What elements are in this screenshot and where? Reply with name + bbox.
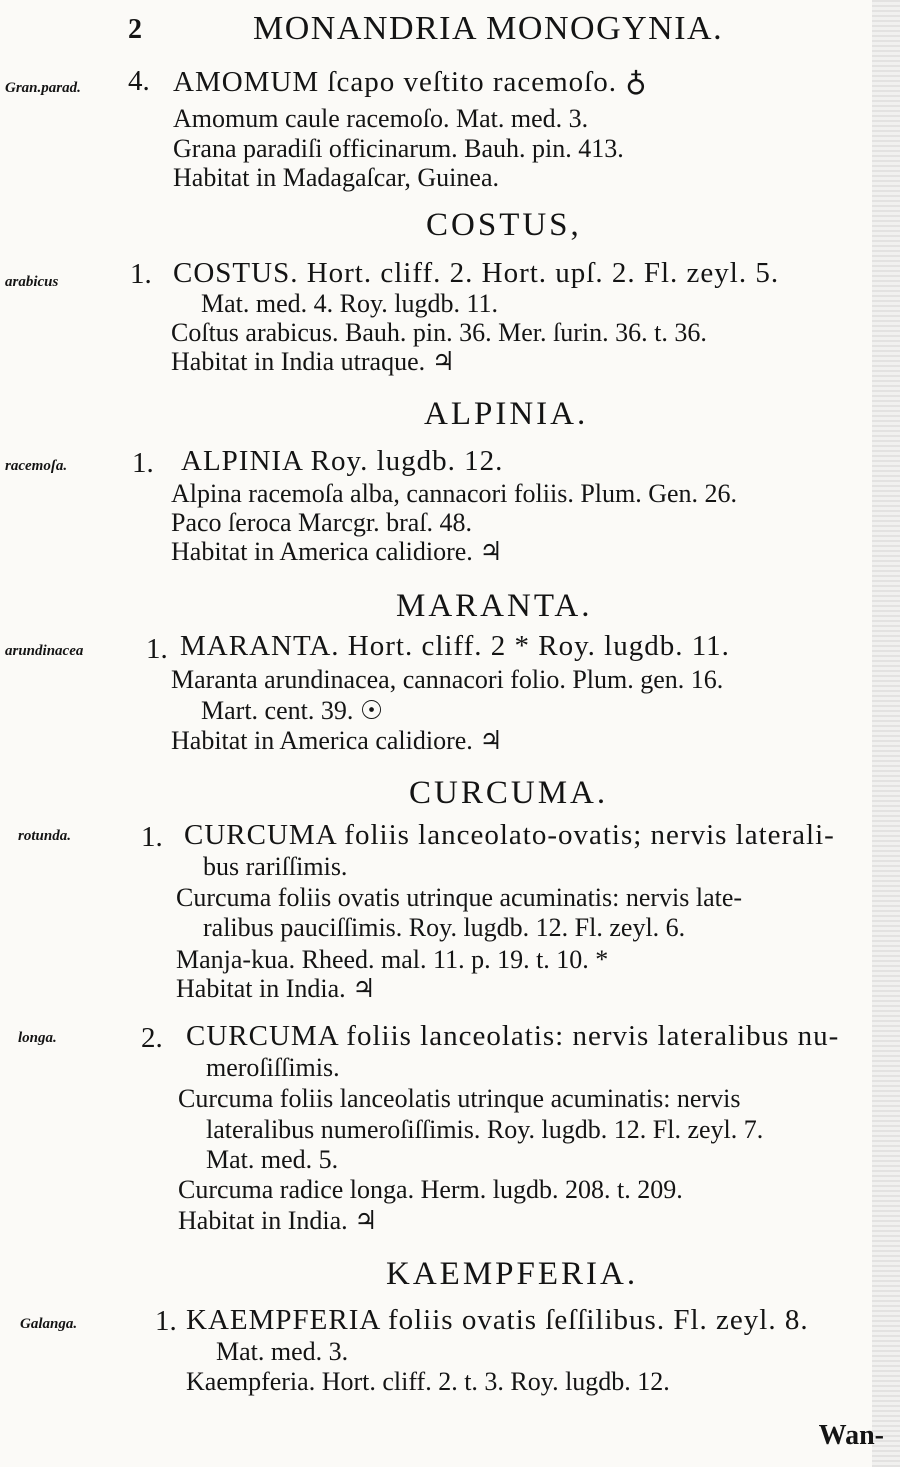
description-line: bus rariſſimis. [203, 852, 348, 881]
species-number: 2. [141, 1022, 163, 1054]
synonym-line: Grana paradiſi officinarum. Bauh. pin. 413. [173, 134, 624, 163]
description-line: meroſiſſimis. [206, 1053, 340, 1082]
description-line: AMOMUM ſcapo veſtito racemoſo. ♁ [173, 66, 648, 98]
species-number: 1. [130, 258, 152, 290]
genus-heading: CURCUMA. [409, 775, 609, 811]
synonym-line: Kaempferia. Hort. cliff. 2. t. 3. Roy. lugdb. 12. [186, 1367, 670, 1396]
synonym-line: lateralibus numeroſiſſimis. Roy. lugdb. 12. Fl. zeyl. 7. [206, 1115, 764, 1144]
description-line: Mat. med. 3. [216, 1337, 349, 1366]
synonym-line: Amomum caule racemoſo. Mat. med. 3. [173, 104, 589, 133]
page-gutter-shadow [872, 0, 900, 1467]
synonym-line: Mat. med. 5. [206, 1145, 339, 1174]
trivial-name: arabicus [5, 274, 59, 290]
genus-heading: KAEMPFERIA. [386, 1256, 639, 1292]
habitat-line: Habitat in America calidiore. ♃ [171, 726, 503, 755]
description-line: CURCUMA foliis lanceolatis: nervis lateralibus nu- [186, 1020, 840, 1052]
synonym-line: Alpina racemoſa alba, cannacori foliis. Plum. Gen. 26. [171, 479, 738, 508]
trivial-name: rotunda. [18, 828, 71, 844]
synonym-line: Curcuma foliis lanceolatis utrinque acuminatis: nervis [178, 1084, 741, 1113]
description-line: COSTUS. Hort. cliff. 2. Hort. upſ. 2. Fl. zeyl. 5. [173, 257, 780, 289]
catchword: Wan- [818, 1420, 884, 1451]
trivial-name: Galanga. [20, 1316, 78, 1332]
synonym-line: Curcuma foliis ovatis utrinque acuminatis: nervis late- [176, 883, 743, 912]
running-head: MONANDRIA MONOGYNIA. [253, 10, 724, 47]
species-number: 1. [146, 633, 168, 665]
description-line: CURCUMA foliis lanceolato-ovatis; nervis laterali- [184, 819, 835, 851]
trivial-name: longa. [18, 1030, 57, 1046]
genus-heading: ALPINIA. [424, 396, 589, 432]
synonym-line: Manja-kua. Rheed. mal. 11. p. 19. t. 10. * [176, 945, 609, 974]
habitat-line: Habitat in India. ♃ [176, 974, 376, 1003]
habitat-line: Habitat in Madagaſcar, Guinea. [173, 163, 499, 192]
synonym-line: ralibus pauciſſimis. Roy. lugdb. 12. Fl. zeyl. 6. [203, 913, 686, 942]
synonym-line: Curcuma radice longa. Herm. lugdb. 208. t. 209. [178, 1175, 683, 1204]
trivial-name: arundinacea [5, 643, 84, 659]
description-line: ALPINIA Roy. lugdb. 12. [181, 445, 504, 477]
habitat-line: Habitat in America calidiore. ♃ [171, 537, 503, 566]
description-line: Mat. med. 4. Roy. lugdb. 11. [201, 289, 499, 318]
synonym-line: Paco ſeroca Marcgr. braſ. 48. [171, 508, 473, 537]
synonym-line: Mart. cent. 39. ☉ [201, 696, 384, 725]
species-number: 1. [132, 447, 154, 479]
habitat-line: Habitat in India. ♃ [178, 1206, 378, 1235]
synonym-line: Coſtus arabicus. Bauh. pin. 36. Mer. ſurin. 36. t. 36. [171, 318, 707, 347]
habitat-line: Habitat in India utraque. ♃ [171, 347, 455, 376]
trivial-name: racemoſa. [5, 458, 68, 474]
description-line: MARANTA. Hort. cliff. 2 * Roy. lugdb. 11. [180, 630, 730, 662]
genus-heading: MARANTA. [396, 588, 593, 624]
page-number: 2 [128, 14, 142, 45]
synonym-line: Maranta arundinacea, cannacori folio. Plum. gen. 16. [171, 665, 724, 694]
genus-heading: COSTUS, [426, 207, 582, 243]
description-line: KAEMPFERIA foliis ovatis ſeſſilibus. Fl. zeyl. 8. [186, 1304, 809, 1336]
trivial-name: Gran.parad. [5, 80, 81, 96]
species-number: 1. [155, 1305, 177, 1337]
species-number: 4. [128, 65, 150, 97]
species-number: 1. [141, 821, 163, 853]
